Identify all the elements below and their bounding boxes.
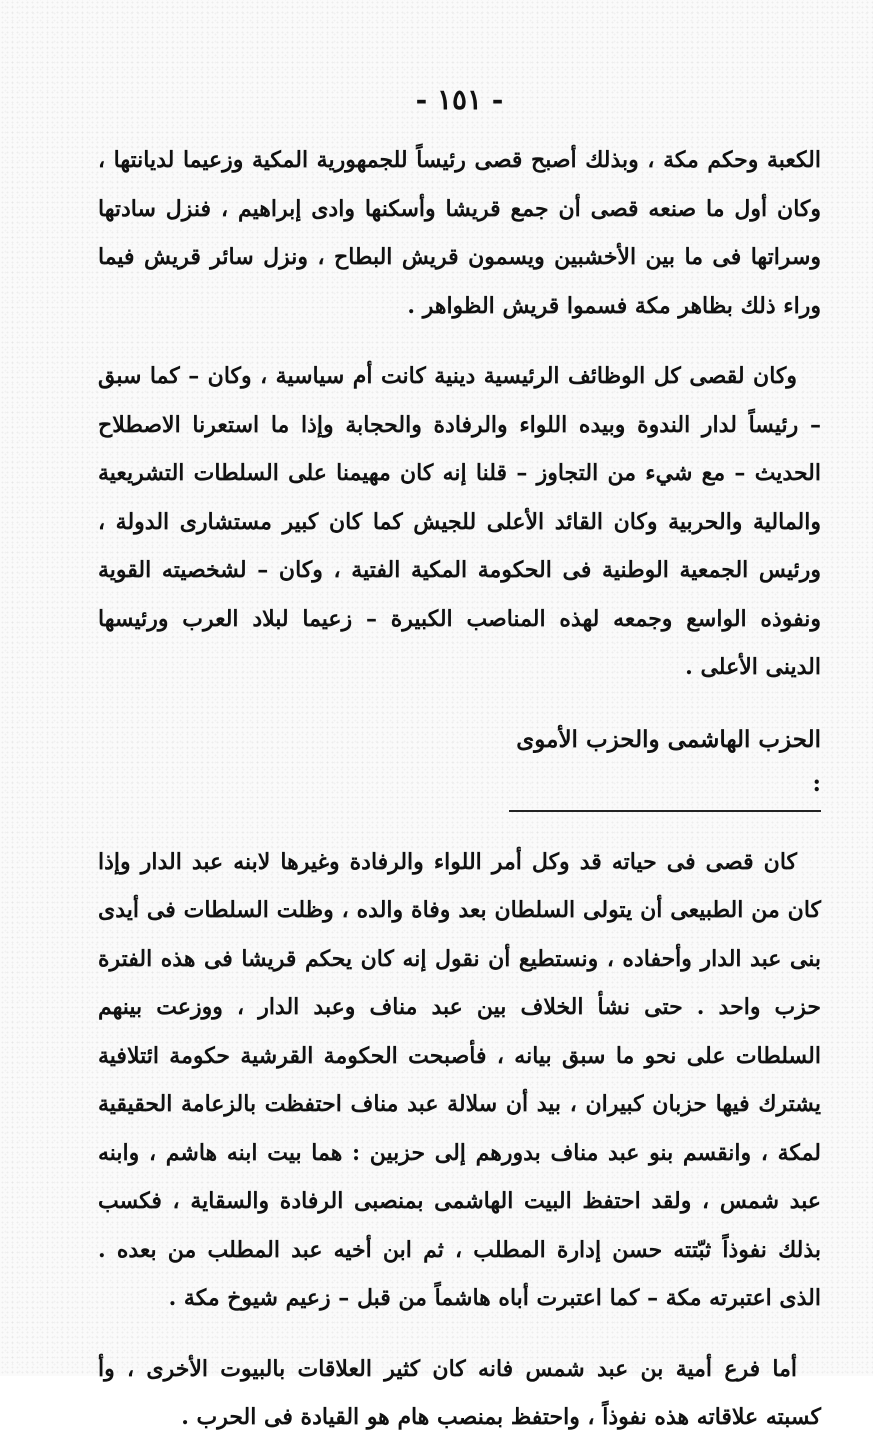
paragraph-1: الكعبة وحكم مكة ، وبذلك أصبح قصى رئيساً للجمهورية المكية وزعيما لديانتها ، وكان أول ما صنعه قصى أن جمع قريشا وأسكنها وادى إبراهيم ، فنزل سادتها وسراتها فى ما بين الأخشبين ويسمون قريش البطاح ، ونزل سائر قريش فيما وراء ذلك بظاهر مكة فسموا قريش الظواهر . xyxy=(98,147,821,319)
paragraph-2: وكان لقصى كل الوظائف الرئيسية دينية كانت أم سياسية ، وكان – كما سبق – رئيساً لدار الندوة وبيده اللواء والرفادة والحجابة وإذا ما استعرنا الاصطلاح الحديث – مع شيء من التجاوز – قلنا إنه كان مهيمنا على السلطات التشريعية والمالية والحربية وكان القائد الأعلى للجيش كما كان كبير مستشارى الدولة ، ورئيس الجمعية الوطنية فى الحكومة المكية الفتية ، وكان – لشخصيته القوية ونفوذه الواسع وجمعه لهذه المناصب الكبيرة – زعيما لبلاد العرب ورئيسها الدينى الأعلى . xyxy=(98,363,821,680)
section-paragraph-1: كان قصى فى حياته قد وكل أمر اللواء والرفادة وغيرها لابنه عبد الدار وإذا كان من الطبيعى أن يتولى السلطان بعد وفاة والده ، وظلت السلطات فى أيدى بنى عبد الدار وأحفاده ، ونستطيع أن نقول إنه كان يحكم قريشا فى هذه الفترة حزب واحد . حتى نشأ الخلاف بين عبد مناف وعبد الدار ، ووزعت بينهم السلطات على نحو ما سبق بيانه ، فأصبحت الحكومة القرشية حكومة ائتلافية يشترك فيها حزبان كبيران ، بيد أن سلالة عبد مناف احتفظت بالزعامة الحقيقية لمكة ، وانقسم بنو عبد مناف بدورهم إلى حزبين : هما بيت ابنه هاشم ، وابنه عبد شمس ، ولقد احتفظ البيت الهاشمى بمنصبى الرفادة والسقاية ، فكسب بذلك نفوذاً ثبّتته حسن إدارة المطلب ، ثم ابن أخيه عبد المطلب من بعده . الذى اعتبرته مكة – كما اعتبرت أباه هاشماً من قبل – زعيم شيوخ مكة . xyxy=(98,848,821,1311)
section-heading: الحزب الهاشمى والحزب الأموى : xyxy=(509,718,821,812)
page-number: - ١٥١ - xyxy=(415,83,504,116)
section-paragraph-2: أما فرع أمية بن عبد شمس فانه كان كثير العلاقات بالبيوت الأخرى ، وأ كسبته علاقاته هذه نفوذاً ، واحتفظ بمنصب هام هو القيادة فى الحرب . xyxy=(98,1355,821,1430)
